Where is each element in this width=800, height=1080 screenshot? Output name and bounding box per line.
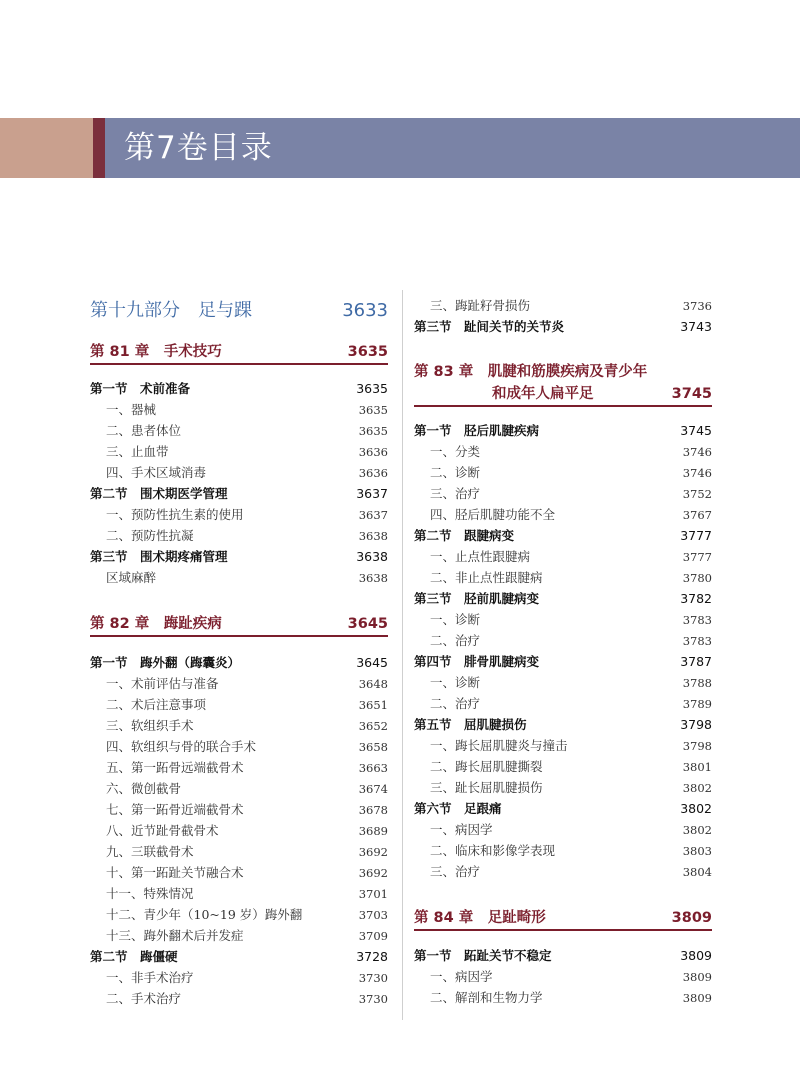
entry-page: 3746 [682,445,712,459]
page-title: 第7卷目录 [124,130,273,166]
entry-title: 第二节 跟腱病变 [414,528,515,543]
entry-page: 3802 [680,801,712,816]
toc-item-entry[interactable] [90,779,388,797]
toc-item-entry[interactable] [414,463,712,481]
toc-item-entry[interactable] [414,757,712,775]
toc-item-entry[interactable] [90,716,388,734]
entry-page: 3746 [682,466,712,480]
entry-page: 3638 [358,571,388,585]
entry-page: 3798 [680,717,712,732]
toc-section-entry[interactable] [414,421,712,439]
entry-page: 3692 [358,866,388,880]
entry-title: 二、术后注意事项 [106,697,207,712]
entry-page: 3651 [358,698,388,712]
toc-item-entry[interactable] [90,421,388,439]
toc-item-entry[interactable] [90,884,388,902]
toc-item-entry[interactable] [414,820,712,838]
entry-title: 二、诊断 [430,465,481,480]
chapter-page: 3645 [347,616,388,632]
entry-title: 一、踇长屈肌腱炎与撞击 [430,738,568,753]
toc-item-entry[interactable] [90,800,388,818]
entry-page: 3663 [358,761,388,775]
entry-title: 二、治疗 [430,696,481,711]
entry-title: 一、病因学 [430,969,493,984]
toc-item-entry[interactable] [414,673,712,691]
entry-page: 3728 [356,949,388,964]
entry-title: 二、临床和影像学表现 [430,843,556,858]
entry-page: 3635 [356,381,388,396]
entry-title: 三、软组织手术 [106,718,194,733]
entry-title: 七、第一跖骨近端截骨术 [106,802,244,817]
entry-title: 一、病因学 [430,822,493,837]
toc-item-entry[interactable] [414,841,712,859]
entry-title: 五、第一跖骨远端截骨术 [106,760,244,775]
toc-item-entry[interactable] [90,905,388,923]
entry-page: 3645 [356,655,388,670]
entry-page: 3801 [682,760,712,774]
entry-page: 3703 [358,908,388,922]
entry-page: 3777 [682,550,712,564]
entry-title: 三、趾长屈肌腱损伤 [430,780,543,795]
toc-item-entry[interactable] [414,442,712,460]
toc-item-entry[interactable] [414,736,712,754]
part-heading[interactable] [90,296,388,322]
entry-page: 3804 [682,865,712,879]
chapter-page: 3635 [347,344,388,360]
entry-page: 3736 [682,299,712,313]
toc-item-entry[interactable] [90,926,388,944]
entry-title: 一、止点性跟腱病 [430,549,531,564]
toc-section-entry[interactable] [90,484,388,502]
entry-title: 区域麻醉 [106,570,157,585]
entry-title: 一、非手术治疗 [106,970,194,985]
entry-page: 3802 [682,823,712,837]
toc-section-entry[interactable] [90,547,388,565]
part-page: 3633 [342,300,388,321]
entry-page: 3788 [682,676,712,690]
chapter-rule [414,405,712,407]
toc-section-entry[interactable] [414,652,712,670]
entry-page: 3745 [680,423,712,438]
entry-title: 四、软组织与骨的联合手术 [106,739,257,754]
toc-item-entry[interactable] [90,463,388,481]
chapter-page: 3745 [671,386,712,402]
entry-title: 第二节 踇僵硬 [90,949,178,964]
chapter-rule [414,929,712,931]
entry-title: 第三节 胫前肌腱病变 [414,591,540,606]
entry-page: 3692 [358,845,388,859]
toc-item-entry[interactable] [90,989,388,1007]
entry-title: 十二、青少年（10~19 岁）踇外翻 [106,907,303,922]
entry-title: 二、手术治疗 [106,991,182,1006]
entry-title: 二、治疗 [430,633,481,648]
toc-item-entry[interactable] [414,610,712,628]
entry-title: 十一、特殊情况 [106,886,194,901]
header-accent-bar [93,118,105,178]
entry-title: 八、近节趾骨截骨术 [106,823,219,838]
toc-section-entry[interactable] [90,653,388,671]
chapter-rule [90,363,388,365]
entry-page: 3803 [682,844,712,858]
entry-page: 3652 [358,719,388,733]
entry-title: 三、止血带 [106,444,169,459]
column-divider [402,290,403,1020]
entry-page: 3809 [682,991,712,1005]
toc-item-entry[interactable] [90,442,388,460]
toc-section-entry[interactable] [414,317,712,335]
toc-item-entry[interactable] [414,778,712,796]
toc-section-entry[interactable] [414,715,712,733]
entry-title: 三、治疗 [430,864,481,879]
entry-page: 3752 [682,487,712,501]
chapter-page: 3809 [671,910,712,926]
entry-page: 3783 [682,634,712,648]
entry-page: 3782 [680,591,712,606]
entry-page: 3637 [358,508,388,522]
entry-page: 3635 [358,424,388,438]
entry-title: 一、诊断 [430,612,481,627]
entry-page: 3798 [682,739,712,753]
entry-title: 三、治疗 [430,486,481,501]
entry-page: 3777 [680,528,712,543]
toc-section-entry[interactable] [90,947,388,965]
toc-item-entry[interactable] [90,674,388,692]
entry-title: 二、预防性抗凝 [106,528,194,543]
toc-item-entry[interactable] [90,737,388,755]
entry-title: 十三、踇外翻术后并发症 [106,928,244,943]
toc-item-entry[interactable] [414,694,712,712]
entry-title: 九、三联截骨术 [106,844,194,859]
toc-item-entry[interactable] [90,758,388,776]
toc-item-entry[interactable] [414,631,712,649]
entry-page: 3809 [680,948,712,963]
entry-page: 3689 [358,824,388,838]
toc-section-entry[interactable] [414,799,712,817]
entry-title: 一、预防性抗生素的使用 [106,507,244,522]
entry-title: 四、胫后肌腱功能不全 [430,507,556,522]
entry-title: 一、器械 [106,402,157,417]
entry-title: 六、微创截骨 [106,781,182,796]
toc-item-entry[interactable] [90,526,388,544]
chapter-title-line1: 第 83 章 肌腱和筋膜疾病及青少年 [414,364,648,380]
entry-title: 二、解剖和生物力学 [430,990,543,1005]
entry-page: 3787 [680,654,712,669]
entry-title: 第一节 踇外翻（踇囊炎） [90,655,241,670]
chapter-title-line2: 和成年人扁平足 [492,386,594,402]
entry-page: 3638 [358,529,388,543]
entry-page: 3638 [356,549,388,564]
toc-item-entry[interactable] [414,484,712,502]
entry-page: 3780 [682,571,712,585]
entry-page: 3730 [358,992,388,1006]
toc-item-entry[interactable] [90,821,388,839]
entry-title: 一、术前评估与准备 [106,676,219,691]
header-banner [0,118,800,178]
entry-title: 第四节 腓骨肌腱病变 [414,654,540,669]
entry-title: 十、第一跖趾关节融合术 [106,865,244,880]
entry-page: 3709 [358,929,388,943]
chapter-rule [90,635,388,637]
toc-item-entry[interactable] [90,695,388,713]
entry-title: 二、非止点性跟腱病 [430,570,543,585]
toc-section-entry[interactable] [414,526,712,544]
entry-page: 3635 [358,403,388,417]
entry-title: 第一节 跖趾关节不稳定 [414,948,552,963]
entry-page: 3701 [358,887,388,901]
entry-page: 3789 [682,697,712,711]
header-accent-block [0,118,93,178]
toc-section-entry[interactable] [90,379,388,397]
entry-page: 3648 [358,677,388,691]
entry-page: 3783 [682,613,712,627]
toc-item-entry[interactable] [414,967,712,985]
toc-item-entry[interactable] [90,842,388,860]
entry-page: 3674 [358,782,388,796]
entry-title: 四、手术区域消毒 [106,465,207,480]
entry-page: 3802 [682,781,712,795]
toc-item-entry[interactable] [90,968,388,986]
entry-page: 3743 [680,319,712,334]
chapter-title: 第 82 章 踇趾疾病 [90,616,222,632]
toc-item-entry[interactable] [414,296,712,314]
toc-item-entry[interactable] [414,988,712,1006]
entry-title: 第五节 屈肌腱损伤 [414,717,527,732]
entry-title: 第三节 趾间关节的关节炎 [414,319,565,334]
entry-title: 三、踇趾籽骨损伤 [430,298,531,313]
entry-title: 二、患者体位 [106,423,182,438]
entry-title: 一、诊断 [430,675,481,690]
toc-item-entry[interactable] [90,400,388,418]
entry-title: 第六节 足跟痛 [414,801,502,816]
part-title: 第十九部分 足与踝 [90,300,252,321]
entry-page: 3636 [358,445,388,459]
toc-item-entry[interactable] [414,547,712,565]
entry-title: 第一节 胫后肌腱疾病 [414,423,540,438]
toc-item-entry[interactable] [414,505,712,523]
toc-item-entry[interactable] [414,862,712,880]
entry-title: 二、踇长屈肌腱撕裂 [430,759,543,774]
toc-section-entry[interactable] [414,589,712,607]
toc-item-entry[interactable] [90,568,388,586]
entry-page: 3678 [358,803,388,817]
chapter-title: 第 81 章 手术技巧 [90,344,222,360]
entry-title: 第二节 围术期医学管理 [90,486,228,501]
toc-item-entry[interactable] [90,863,388,881]
entry-page: 3767 [682,508,712,522]
entry-page: 3730 [358,971,388,985]
entry-title: 一、分类 [430,444,481,459]
entry-page: 3658 [358,740,388,754]
entry-page: 3809 [682,970,712,984]
entry-title: 第一节 术前准备 [90,381,191,396]
chapter-title: 第 84 章 足趾畸形 [414,910,546,926]
toc-section-entry[interactable] [414,946,712,964]
toc-item-entry[interactable] [414,568,712,586]
entry-page: 3636 [358,466,388,480]
entry-page: 3637 [356,486,388,501]
entry-title: 第三节 围术期疼痛管理 [90,549,228,564]
toc-item-entry[interactable] [90,505,388,523]
